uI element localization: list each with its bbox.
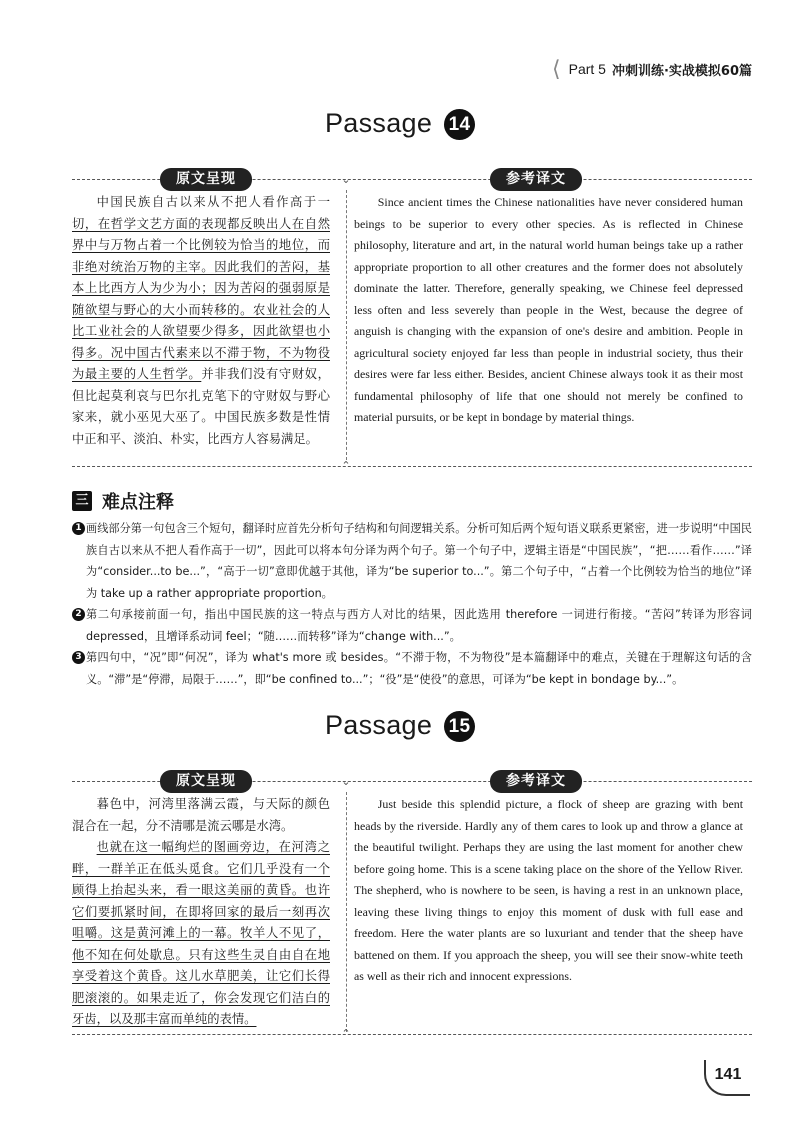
passage-15-original-paragraph-1: 暮色中，河湾里落满云霞，与天际的颜色混合在一起，分不清哪是流云哪是水湾。 — [72, 797, 330, 833]
passage-14-title: Passage 14 — [0, 108, 800, 140]
header-part: Part 5 — [568, 61, 606, 77]
passage-14-number: 14 — [444, 109, 475, 140]
divider-mark-icon: ⌃ — [341, 459, 351, 472]
notes-heading — [72, 488, 174, 514]
note-item — [72, 518, 752, 604]
divider-mark-icon: ⌄ — [341, 775, 351, 788]
bottom-divider — [72, 1034, 752, 1035]
header-title: 冲刺训练·实战模拟60篇 — [611, 63, 752, 79]
note-item — [72, 604, 752, 647]
passage-14-translation — [354, 192, 743, 429]
original-text-badge: 原文呈现 — [160, 770, 252, 793]
divider-mark-icon: ⌃ — [341, 1027, 351, 1040]
note-number-badge: 2 — [72, 608, 85, 621]
note-text: 第二句承接前面一句，指出中国民族的这一特点与西方人对比的结果，因此选用 therefore 一词进行衔接。“苦闷”转译为形容词 depressed，且增译系动词 feel；“随……而转移”译为“change with...”。 — [86, 608, 752, 643]
note-number-badge: 3 — [72, 651, 85, 664]
passage-15-original — [72, 794, 330, 1031]
original-text-badge: 原文呈现 — [160, 168, 252, 191]
passage-15-number: 15 — [444, 711, 475, 742]
column-divider — [346, 190, 347, 460]
notes-title: 难点注释 — [102, 492, 174, 513]
passage-14-section — [72, 168, 752, 473]
passage-14-original-paragraph: 中国民族自古以来从不把人看作高于一切，在哲学文艺方面的表现都反映出人在自然界中与万物占着一个比例较为恰当的地位，而非绝对统治万物的主宰。因此我们的苦闷，基本上比西方人为少为小；因为苦闷的强弱原是随欲望与野心的大小而转移的。农业社会的人比工业社会的人欲望要少得多，因此欲望也小得多。况中国古代素来以不滞于物，不为物役为最主要的人生哲学。并非我们没有守财奴，但比起莫利哀与巴尔扎克笔下的守财奴与野心家来，就小巫见大巫了。中国民族多数是性情中正和平、淡泊、朴实，比西方人容易满足。 — [72, 195, 330, 446]
note-text: 第四句中，“况”即“何况”，译为 what's more 或 besides。“不滞于物，不为物役”是本篇翻译中的难点，关键在于理解这句话的含义。“滞”是“停滞，局限于……”，即“be confined to...”；“役”是“使役”的意思，可译为“be kept in bondage by...”。 — [86, 651, 752, 686]
column-divider — [346, 792, 347, 1032]
page-header — [552, 52, 752, 86]
passage-15-translation-paragraph: Just beside this splendid picture, a flock of sheep are grazing with bent heads by the riverside. Hardly any of them cares to look up and throw a glance at the beautiful twilight. Perhaps they are using the last moment for another chew before going home. This is a scene taking place on the shore of the Yellow River. The shepherd, who is nowhere to be seen, is having a rest in an unknown place, leaving these living things to enjoy this moment of dusk with full ease and freedom. Here the water plants are so luxuriant and tender that the sheep have battened on them. If you approach the sheep, you will see their snow-white teeth as well as their rich and innocent expressions. — [354, 797, 743, 983]
note-number-badge: 1 — [72, 522, 85, 535]
passage-15-translation — [354, 794, 743, 988]
notes-section-icon: 三 — [72, 491, 92, 511]
passage-15-original-paragraph-2: 也就在这一幅绚烂的图画旁边，在河湾之畔，一群羊正在低头觅食。它们几乎没有一个顾得上抬起头来，看一眼这美丽的黄昏。也许它们要抓紧时间，在即将回家的最后一刻再次咀嚼。这是黄河滩上的一幕。牧羊人不见了，他不知在何处歇息。只有这些生灵自由自在地享受着这个黄昏。这儿水草肥美，让它们长得肥滚滚的。如果走近了，你会发现它们洁白的牙齿，以及那丰富而单纯的表情。 — [72, 840, 330, 1026]
passage-15-title: Passage 15 — [0, 710, 800, 742]
header-decoration-icon: ⟨ — [552, 56, 561, 82]
divider-mark-icon: ⌄ — [341, 173, 351, 186]
note-text: 画线部分第一句包含三个短句，翻译时应首先分析句子结构和句间逻辑关系。分析可知后两个短句语义联系更紧密，进一步说明“中国民族自古以来从不把人看作高于一切”，因此可以将本句分译为两个句子。第一个句子中，逻辑主语是“中国民族”，“把……看作……”译为“consider...to be...”，“高于一切”意即优越于其他，译为“be superior to...”。第二个句子中，“占着一个比例较为恰当的地位”译为 take up a rather appropriate proportion。 — [86, 522, 752, 600]
passage-14-translation-paragraph: Since ancient times the Chinese nationalities have never considered human beings to be superior to every other species. As is reflected in Chinese philosophy, literature and art, in the natural world human beings take up a rather appropriate proportion to all other creatures and the former does not absolutely dominate the latter. Therefore, generally speaking, we Chinese feel depressed less often and less severely than people in the West, because the degree of anguish is changing with the expansion of one's desire and ambition. People in agricultural society enjoyed far less than people in industrial society, thus their desires were far less either. Besides, ancient Chinese always took it as their most fundamental philosophy of life that one should not merely be confined to material pursuits, or be kept in bondage by material things. — [354, 195, 743, 424]
translation-badge: 参考译文 — [490, 770, 582, 793]
notes-list — [72, 518, 752, 690]
translation-badge: 参考译文 — [490, 168, 582, 191]
passage-15-section — [72, 770, 752, 1045]
note-item — [72, 647, 752, 690]
page-number: 141 — [704, 1060, 750, 1096]
bottom-divider — [72, 466, 752, 467]
passage-14-original — [72, 192, 330, 450]
